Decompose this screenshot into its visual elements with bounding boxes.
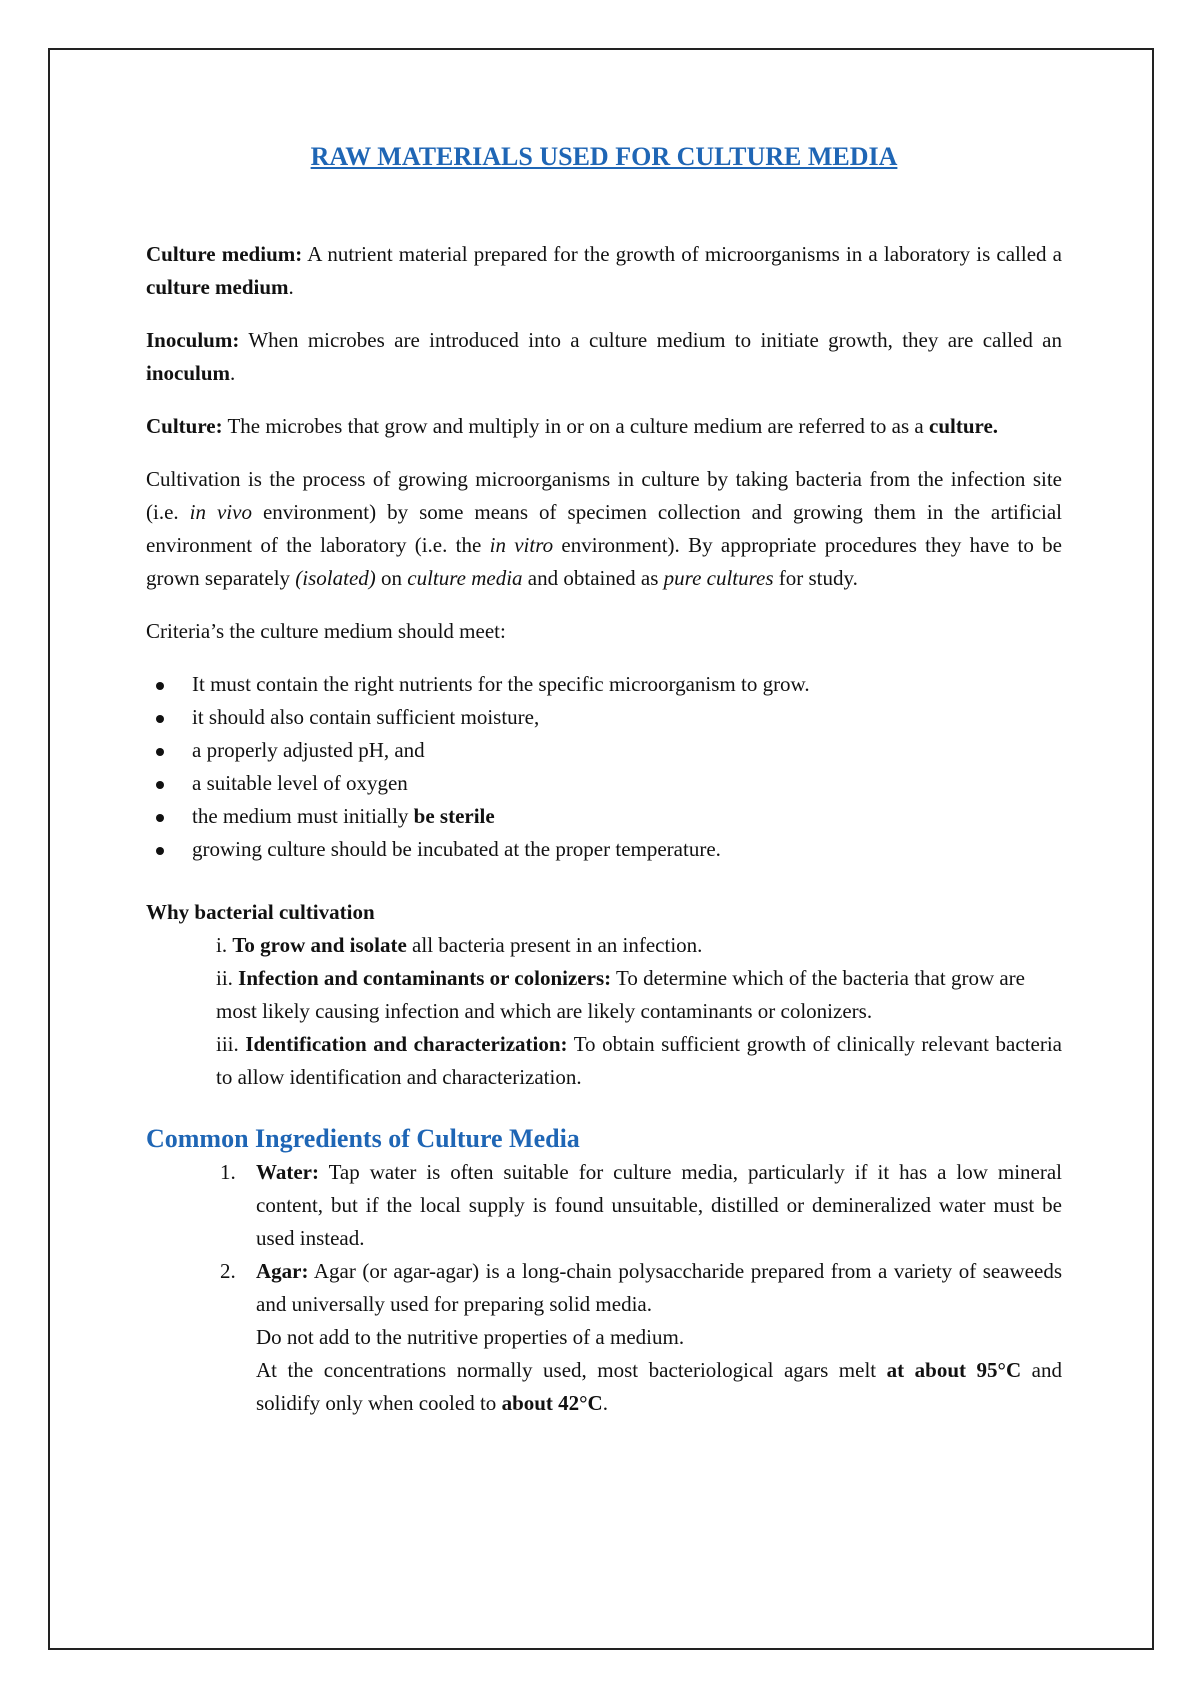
definition-culture: Culture: The microbes that grow and multiply in or on a culture medium are referred to as a culture. [146,414,999,438]
why-heading: Why bacterial cultivation [146,900,375,924]
list-item: It must contain the right nutrients for the specific microorganism to grow. [146,668,1062,701]
criteria-heading: Criteria’s the culture medium should meet: [146,619,506,643]
list-item: a properly adjusted pH, and [146,734,1062,767]
ingredients-list [146,1156,1062,1420]
list-item: growing culture should be incubated at the proper temperature. [146,833,1062,866]
list-item: a suitable level of oxygen [146,767,1062,800]
document-body [146,140,1062,1420]
bullet-icon [156,814,164,822]
bullet-icon [156,847,164,855]
section-heading: Common Ingredients of Culture Media [146,1124,580,1153]
list-item: the medium must initially be sterile [146,800,1062,833]
why-list [146,929,1062,1094]
definition-culture-medium: Culture medium: A nutrient material prepared for the growth of microorganisms in a laboratory is called a culture medium. [146,242,1062,299]
list-item: 1. Water: Tap water is often suitable for culture media, particularly if it has a low mineral content, but if the local supply is found unsuitable, distilled or demineralized water must be used instead. [220,1160,1062,1250]
bullet-icon [156,715,164,723]
why-item-i: i. To grow and isolate all bacteria present in an infection. [216,933,703,957]
page-title: RAW MATERIALS USED FOR CULTURE MEDIA [310,142,898,171]
list-item: it should also contain sufficient moisture, [146,701,1062,734]
definition-inoculum: Inoculum: When microbes are introduced into a culture medium to initiate growth, they are called an inoculum. [146,328,1062,385]
bullet-icon [156,682,164,690]
criteria-list [146,668,1062,866]
list-item: 2. Agar: Agar (or agar-agar) is a long-chain polysaccharide prepared from a variety of seaweeds and universally used for preparing solid media. Do not add to the nutritive properties of a medium. At the concentrations normally used, most bacteriological agars melt at about 95°C and solidify only when cooled to about 42°C. [220,1259,1062,1415]
bullet-icon [156,781,164,789]
why-item-ii: ii. Infection and contaminants or colonizers: To determine which of the bacteria that grow are most likely causing infection and which are likely contaminants or colonizers. [216,966,1025,1023]
cultivation-paragraph: Cultivation is the process of growing microorganisms in culture by taking bacteria from the infection site (i.e. in vivo environment) by some means of specimen collection and growing them in the artificial environment of the laboratory (i.e. the in vitro environment). By appropriate procedures they have to be grown separately (isolated) on culture media and obtained as pure cultures for study. [146,467,1063,590]
bullet-icon [156,748,164,756]
why-item-iii: iii. Identification and characterization: To obtain sufficient growth of clinically relevant bacteria to allow identification and characterization. [216,1032,1062,1089]
